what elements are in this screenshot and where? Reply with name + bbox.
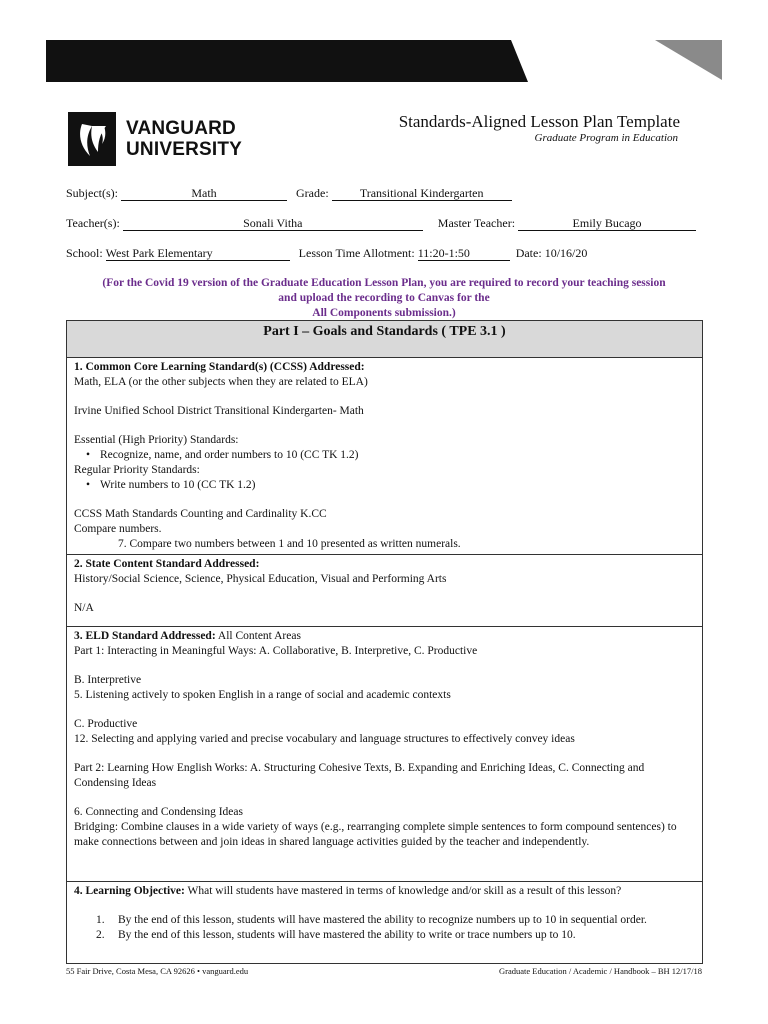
eld-line: Part 2: Learning How English Works: A. Structuring Cohesive Texts, B. Expanding and Enriching Ideas, C. Connecting and Condensing Ideas	[74, 762, 645, 789]
state-standard-line: History/Social Science, Science, Physical Education, Visual and Performing Arts	[74, 573, 447, 585]
school-label: School:	[66, 246, 103, 260]
subject-label: Subject(s):	[66, 186, 118, 200]
ccss-line: CCSS Math Standards Counting and Cardinality K.CC	[74, 508, 327, 520]
date-field: 10/16/20	[544, 246, 588, 260]
master-teacher-label: Master Teacher:	[437, 216, 516, 230]
eld-line: Bridging: Combine clauses in a wide variety of ways (e.g., rearranging complete simple sentences to form compound sentences) to make connections between and join ideas in shared language activities guided by the teacher and independently.	[74, 821, 677, 848]
ccss-line: Essential (High Priority) Standards:	[74, 434, 239, 446]
lesson-time-label: Lesson Time Allotment:	[298, 246, 415, 260]
state-standard-title: 2. State Content Standard Addressed:	[74, 558, 260, 570]
ccss-line: Compare numbers.	[74, 523, 162, 535]
part1-heading: Part I – Goals and Standards ( TPE 3.1 )	[67, 321, 702, 358]
lesson-time-field: 11:20-1:50	[418, 246, 510, 261]
objective-title-rest: What will students have mastered in terms of knowledge and/or skill as a result of this lesson?	[184, 885, 622, 897]
ccss-title: 1. Common Core Learning Standard(s) (CCSS) Addressed:	[74, 361, 365, 373]
grade-field: Transitional Kindergarten	[332, 186, 512, 201]
learning-objective-section	[67, 882, 702, 963]
covid-note-line-3: All Components submission.)	[312, 307, 456, 319]
objective-title: 4. Learning Objective:	[74, 885, 185, 897]
goals-standards-table	[66, 320, 703, 964]
subject-field: Math	[121, 186, 287, 201]
corner-triangle-decoration	[655, 40, 722, 80]
eld-line: 6. Connecting and Condensing Ideas	[74, 806, 243, 818]
document-subtitle: Graduate Program in Education	[534, 132, 678, 144]
covid-note-line-1: (For the Covid 19 version of the Graduate Education Lesson Plan, you are required to record your teaching session	[102, 277, 666, 289]
school-row	[66, 246, 587, 261]
ccss-line: Regular Priority Standards:	[74, 464, 200, 476]
eld-line: Part 1: Interacting in Meaningful Ways: A. Collaborative, B. Interpretive, C. Productive	[74, 645, 478, 657]
objective-number: 2.	[96, 929, 105, 941]
ccss-line: 7. Compare two numbers between 1 and 10 presented as written numerals.	[118, 538, 461, 550]
master-teacher-field: Emily Bucago	[518, 216, 696, 231]
objective-text: By the end of this lesson, students will have mastered the ability to write or trace numbers up to 10.	[118, 929, 576, 941]
objective-item	[74, 928, 695, 943]
date-label: Date:	[515, 246, 542, 260]
teacher-row	[66, 216, 696, 231]
covid-note-line-2: and upload the recording to Canvas for the	[278, 292, 490, 304]
eld-line: B. Interpretive	[74, 674, 142, 686]
university-logo	[68, 112, 244, 166]
document-title: Standards-Aligned Lesson Plan Template	[398, 112, 680, 131]
eld-line: C. Productive	[74, 718, 138, 730]
state-standard-line: N/A	[74, 602, 94, 614]
footer-address: 55 Fair Drive, Costa Mesa, CA 92626 • vanguard.edu	[66, 966, 249, 976]
eld-title-rest: All Content Areas	[215, 630, 301, 642]
objective-number: 1.	[96, 914, 105, 926]
footer-handbook-ref: Graduate Education / Academic / Handbook – BH 12/17/18	[498, 966, 702, 976]
logo-line-1: VANGUARD	[126, 118, 236, 139]
subject-grade-row	[66, 186, 512, 201]
ccss-line: Math, ELA (or the other subjects when they are related to ELA)	[74, 376, 368, 388]
logo-wordmark	[126, 118, 242, 160]
flame-logo-icon	[68, 112, 116, 166]
eld-title: 3. ELD Standard Addressed:	[74, 630, 216, 642]
eld-standard-section	[67, 627, 702, 882]
ccss-line: Irvine Unified School District Transitional Kindergarten- Math	[74, 405, 364, 417]
objective-text: By the end of this lesson, students will have mastered the ability to recognize numbers up to 10 in sequential order.	[118, 914, 647, 926]
eld-line: 12. Selecting and applying varied and precise vocabulary and language structures to effectively convey ideas	[74, 733, 575, 745]
objective-item	[74, 913, 695, 928]
ccss-bullet: • Recognize, name, and order numbers to 10 (CC TK 1.2)	[74, 448, 695, 463]
header-black-banner	[46, 40, 528, 82]
teacher-label: Teacher(s):	[66, 216, 120, 230]
grade-label: Grade:	[296, 186, 329, 200]
state-standard-section	[67, 555, 702, 627]
ccss-section	[67, 358, 702, 555]
ccss-bullet: • Write numbers to 10 (CC TK 1.2)	[74, 478, 695, 493]
eld-line: 5. Listening actively to spoken English in a range of social and academic contexts	[74, 689, 451, 701]
covid-instruction-note	[66, 276, 702, 321]
logo-line-2: UNIVERSITY	[126, 139, 243, 160]
school-field: West Park Elementary	[106, 246, 290, 261]
teacher-field: Sonali Vitha	[123, 216, 423, 231]
